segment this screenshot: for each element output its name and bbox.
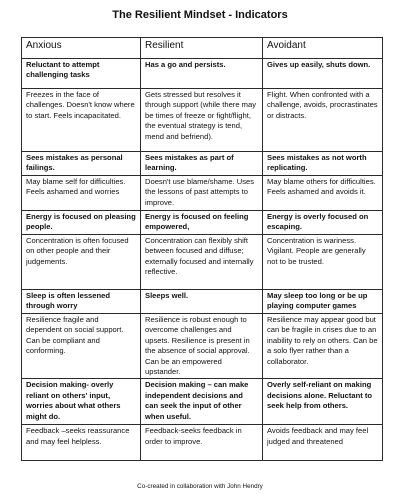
column-header-anxious: Anxious bbox=[22, 38, 141, 59]
table-row bbox=[22, 235, 383, 290]
table-row bbox=[22, 59, 383, 89]
avoidant-heading-cell: May sleep too long or be up playing computer games bbox=[263, 290, 383, 314]
anxious-detail-cell: Concentration is often focused on other people and their judgements. bbox=[22, 235, 141, 290]
table-row bbox=[22, 290, 383, 314]
footer-credit: Co-created in collaboration with John Hendry bbox=[137, 483, 263, 490]
avoidant-detail-cell: Flight. When confronted with a challenge, avoids, procrastinates or distracts. bbox=[263, 89, 383, 152]
avoidant-detail-cell: Concentration is wariness. Vigilant. People are generally not to be trusted. bbox=[263, 235, 383, 290]
resilient-heading-cell: Sleeps well. bbox=[141, 290, 263, 314]
anxious-detail-cell: May blame self for difficulties. Feels ashamed and worries bbox=[22, 176, 141, 211]
resilient-detail-cell: Resilience is robust enough to overcome challenges and upsets. Resilience is present in the absence of social approval. Can be an empowered upstander. bbox=[141, 314, 263, 379]
page-title: The Resilient Mindset - Indicators bbox=[112, 9, 288, 21]
anxious-heading-cell: Energy is focused on pleasing people. bbox=[22, 211, 141, 235]
table-row bbox=[22, 425, 383, 461]
anxious-heading-cell: Decision making- overly reliant on others' input, worries about what others might do. bbox=[22, 379, 141, 425]
anxious-heading-cell: Sleep is often lessened through worry bbox=[22, 290, 141, 314]
column-header-avoidant: Avoidant bbox=[263, 38, 383, 59]
resilient-heading-cell: Has a go and persists. bbox=[141, 59, 263, 89]
anxious-heading-cell: Reluctant to attempt challenging tasks bbox=[22, 59, 141, 89]
avoidant-heading-cell: Energy is overly focused on escaping. bbox=[263, 211, 383, 235]
resilient-detail-cell: Feedback-seeks feedback in order to improve. bbox=[141, 425, 263, 461]
avoidant-heading-cell: Sees mistakes as not worth replicating. bbox=[263, 152, 383, 176]
resilient-detail-cell: Doesn't use blame/shame. Uses the lessons of past attempts to improve. bbox=[141, 176, 263, 211]
resilient-heading-cell: Energy is focused on feeling empowered, bbox=[141, 211, 263, 235]
resilient-detail-cell: Gets stressed but resolves it through support (while there may be times of freeze or fight/flight, the eventual strategy is tend, mend and befriend). bbox=[141, 89, 263, 152]
avoidant-heading-cell: Gives up easily, shuts down. bbox=[263, 59, 383, 89]
anxious-detail-cell: Resilience fragile and dependent on social support. Can be compliant and conforming. bbox=[22, 314, 141, 379]
resilient-detail-cell: Concentration can flexibly shift between focused and diffuse; externally focused and internally reflective. bbox=[141, 235, 263, 290]
table-row bbox=[22, 89, 383, 152]
column-header-resilient: Resilient bbox=[141, 38, 263, 59]
resilient-heading-cell: Sees mistakes as part of learning. bbox=[141, 152, 263, 176]
table-row bbox=[22, 176, 383, 211]
resilient-heading-cell: Decision making – can make independent decisions and can seek the input of other when useful. bbox=[141, 379, 263, 425]
table-row bbox=[22, 314, 383, 379]
table-row bbox=[22, 152, 383, 176]
table-row bbox=[22, 211, 383, 235]
avoidant-heading-cell: Overly self-reliant on making decisions alone. Reluctant to seek help from others. bbox=[263, 379, 383, 425]
anxious-detail-cell: Feedback –seeks reassurance and may feel helpless. bbox=[22, 425, 141, 461]
avoidant-detail-cell: Avoids feedback and may feel judged and threatened bbox=[263, 425, 383, 461]
table-header-row bbox=[22, 38, 383, 59]
anxious-detail-cell: Freezes in the face of challenges. Doesn't know where to start. Feels incapacitated. bbox=[22, 89, 141, 152]
table-row bbox=[22, 379, 383, 425]
anxious-heading-cell: Sees mistakes as personal failings. bbox=[22, 152, 141, 176]
indicators-table bbox=[21, 37, 383, 461]
avoidant-detail-cell: Resilience may appear good but can be fragile in crises due to an inability to rely on others. Can be a solo flyer rather than a collaborator. bbox=[263, 314, 383, 379]
avoidant-detail-cell: May blame others for difficulties. Feels ashamed and avoids it. bbox=[263, 176, 383, 211]
